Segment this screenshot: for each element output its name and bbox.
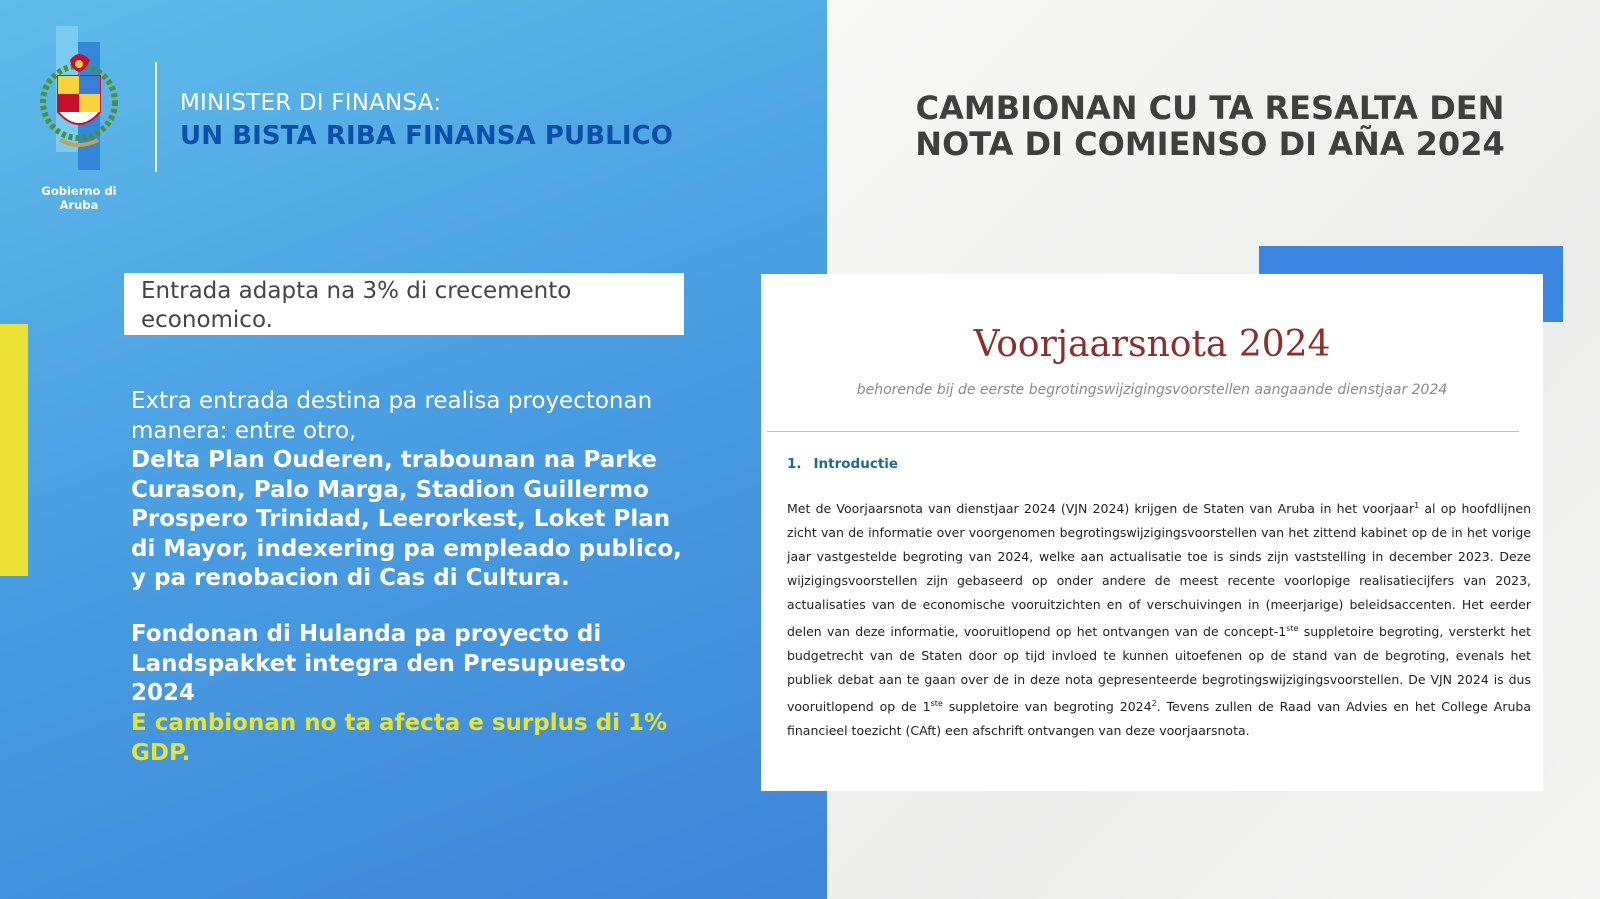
body-paragraph-3: E cambionan no ta afecta e surplus di 1% GDP.	[131, 710, 668, 766]
document-excerpt	[761, 274, 1543, 791]
yellow-accent-bar	[0, 324, 28, 576]
body-paragraph-1-projects: Delta Plan Ouderen, trabounan na Parke Curason, Palo Marga, Stadion Guillermo Prospero Trinidad, Leerorkest, Loket Plan di Mayor, indexering pa empleado publico, y pa renobacion di Cas di Cultura.	[131, 447, 682, 591]
footnote-marker: 1	[1414, 501, 1420, 510]
paragraph-text-part: al op hoofdlijnen zicht van de informatie over voorgenomen begrotingswijzigingsvoorstellen van het zittend kabinet op de in het vorige jaar vastgestelde begroting van 2024, welke aan actualisatie toe is sinds zijn vaststelling in december 2023. Deze wijzigingsvoorstellen zijn gebaseerd op onder andere de meest recente voorlopige realisatiecijfers van 2023, actualisaties van de economische vooruitzichten en of verschuivingen in (meerjarige) beleidsaccenten. Het eerder delen van deze informatie, vooruitlopend op het ontvangen van de concept-1	[787, 501, 1531, 640]
section-number: 1.	[787, 456, 802, 472]
footnote-marker: 2	[1151, 699, 1157, 709]
header-title: MINISTER DI FINANSA:	[180, 90, 442, 116]
aruba-coat-of-arms-icon	[34, 24, 124, 184]
paragraph-text-part: Met de Voorjaarsnota van dienstjaar 2024 (VJN 2024) krijgen de Staten van Aruba in het voorjaar	[787, 501, 1415, 517]
header-divider	[155, 62, 157, 172]
document-divider	[767, 431, 1519, 432]
page-title: CAMBIONAN CU TA RESALTA DEN NOTA DI COMIENSO DI AÑA 2024	[915, 89, 1505, 163]
body-paragraph-2: Fondonan di Hulanda pa proyecto di Landspakket integra den Presupuesto 2024	[131, 621, 626, 706]
document-subtitle: behorende bij de eerste begrotingswijzigingsvoorstellen aangaande dienstjaar 2024	[856, 382, 1448, 398]
paragraph-text-part: . Tevens zullen de Raad van Advies en het College Aruba financieel toezicht (CAft) een afschrift ontvangen van deze voorjaarsnota.	[787, 699, 1531, 739]
paragraph-text-part: suppletoire begroting, versterkt het budgetrecht van de Staten door op tijd invloed te kunnen uitoefenen op de stand van de begroting, evenals het publiek debat aan te gaan over de in deze nota gepresenteerde begrotingswijzigingsvoorstellen. De VJN 2024 is dus vooruitlopend op de 1	[787, 624, 1531, 715]
body-paragraph-1-intro: Extra entrada destina pa realisa proyectonan manera: entre otro,	[131, 388, 653, 444]
gov-label: Gobierno di Aruba	[41, 184, 117, 212]
superscript-ordinal: ste	[1286, 624, 1299, 634]
superscript-ordinal: ste	[930, 699, 943, 709]
body-paragraph-1	[131, 387, 691, 594]
paragraph-text-part: suppletoire van begroting 2024	[942, 699, 1152, 715]
section-title: Introductie	[813, 456, 899, 472]
document-title: Voorjaarsnota 2024	[973, 324, 1331, 365]
header-subtitle: UN BISTA RIBA FINANSA PUBLICO	[180, 121, 674, 151]
highlight-box-text: Entrada adapta na 3% di crecemento economico.	[141, 278, 572, 333]
document-section-heading	[787, 456, 898, 472]
document-paragraph	[787, 494, 1531, 743]
